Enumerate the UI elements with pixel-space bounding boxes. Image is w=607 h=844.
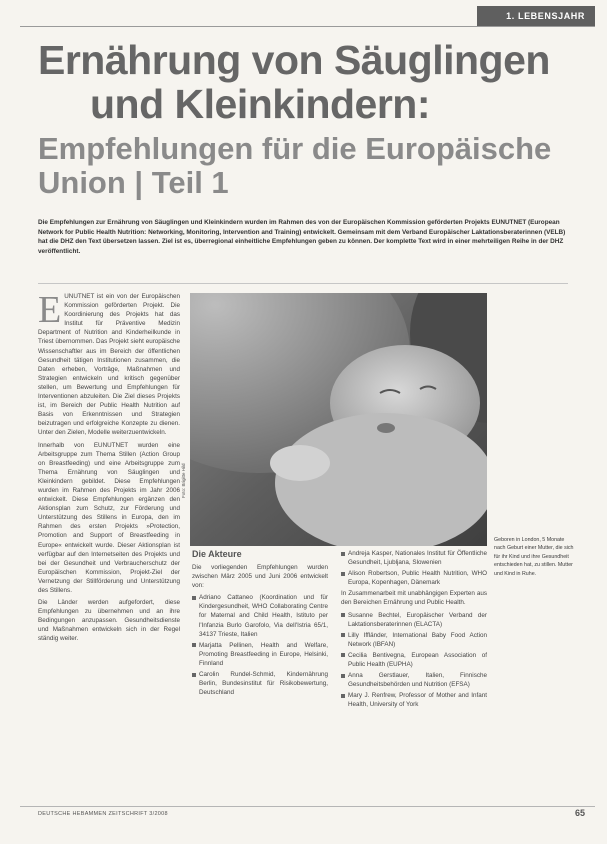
title-line-1: Ernährung von Säuglingen (38, 37, 550, 83)
footer-publication: DEUTSCHE HEBAMMEN ZEITSCHRIFT 3/2008 (38, 811, 168, 817)
body-paragraph-3: Die Länder werden aufgefordert, diese Empfehlungen zu übernehmen und an ihre Bedingungen anzupassen. Gesundheitsdienste und Maßnahmen entwickeln sich in der Regel ständig weiter. (38, 599, 180, 643)
akteure-column-2 (341, 549, 487, 801)
bullet-square-icon (341, 572, 345, 576)
bullet-square-icon (192, 673, 196, 677)
bullet-square-icon (341, 633, 345, 637)
footer-rule (20, 806, 595, 807)
list-item: Cecilia Bentivegna, European Association of Public Health (EUPHA) (341, 651, 487, 669)
newborn-photo (190, 293, 487, 546)
bullet-square-icon (341, 694, 345, 698)
sidebar-heading: Die Akteure (192, 549, 242, 559)
body-column-1 (38, 292, 180, 802)
header-rule (20, 26, 595, 27)
akteure-column-1 (192, 563, 328, 801)
list-item: Carolin Rundel-Schmid, Kindernährung Berlin, Bundesinstitut für Risikobewertung, Deutschland (192, 670, 328, 697)
article-subtitle: Empfehlungen für die Europäische Union | Teil 1 (38, 131, 552, 200)
akteure-intro: Die vorliegenden Empfehlungen wurden zwischen März 2005 und Juni 2006 entwickelt von: (192, 564, 328, 590)
lead-paragraph: Die Empfehlungen zur Ernährung von Säuglingen und Kleinkindern wurden im Rahmen des von der Europäischen Kommission geförderten Projekts EUNUTNET (European Network for Public Health Nutrition: Networking, Monitoring, Intervention and Training) entwickelt. Gemeinsam mit dem Verband Europäischer Laktationsberaterinnen (VELB) hat die DHZ den Text übersetzen lassen. Ziel ist es, überregional einheitliche Empfehlungen geben zu können. Der komplette Text wird in einer mehrteiligen Reihe in der DHZ veröffentlicht. (38, 219, 566, 255)
bullet-square-icon (341, 552, 345, 556)
bullet-square-icon (341, 613, 345, 617)
list-item: Mary J. Renfrew, Professor of Mother and Infant Health, University of York (341, 691, 487, 709)
bullet-square-icon (341, 653, 345, 657)
article-title (38, 38, 578, 126)
list-item: Andreja Kasper, Nationales Institut für Öffentliche Gesundheit, Ljubljana, Slowenien (341, 549, 487, 567)
list-item: Adriano Cattaneo (Koordination und für Kindergesundheit, WHO Collaborating Centre for Maternal and Child Health, Istituto per l'Infanzia Burlo Garofolo, Via dell'Istria 65/1, 34137 Trieste, Italien (192, 593, 328, 638)
page-number: 65 (574, 808, 585, 818)
section-label: 1. LEBENSJAHR (506, 11, 585, 21)
section-tab (477, 6, 595, 26)
list-item: Alison Robertson, Public Health Nutrition, WHO Europa, Kopenhagen, Dänemark (341, 569, 487, 587)
body-paragraph-1: UNUTNET ist ein von der Europäischen Kommission geförderten Projekt. Die Koordinierung des Projekts hat das Institut für Präventive Medizin Department of Nutrition and Kinderheilkunde in Triest übernommen. Das Projekt sieht europäische Wissenschaftler aus im Bereich der öffentlichen Gesundheit tätigen Institutionen zusammen, die Daten erheben, Vorträge, Maßnahmen und Strategien entwickeln und kritisch gegenüber stellen, um Bewertung und Empfehlungen für Interventionen abzuleiten. Die Ziel dieses Projekts ist, im Bereich der Public Health Nutrition auf Basis von Erkenntnissen und Strategien beizutragen und erfolgreiche Konzepte zu dienen. Unter den Zielen, Modelle weiterzuentwickeln. (38, 293, 180, 437)
list-item: Susanne Bechtel, Europäischer Verband der Laktationsberaterinnen (ELACTA) (341, 611, 487, 629)
bullet-square-icon (192, 596, 196, 600)
photo-credit: Foto: Brigitte Hild (181, 463, 186, 498)
list-item: Lilly Iffländer, International Baby Food Action Network (IBFAN) (341, 631, 487, 649)
photo-caption: Geboren in London, 5 Monate nach Geburt einer Mutter, die sich für ihr Kind und ihre Gesundheit entschieden hat, zu stillen. Mutter und Kind in Ruhe. (494, 537, 574, 577)
list-item: Marjatta Pellinen, Health and Welfare, Promoting Breastfeeding in Europe, Helsinki, Finnland (192, 641, 328, 668)
body-paragraph-2: Innerhalb von EUNUTNET wurden eine Arbeitsgruppe zum Thema Stillen (Action Group on Breastfeeding) und eine Arbeitsgruppe zum Thema Ernährung von Säuglingen und Kleinkindern gebildet. Diese Empfehlungen wurden im Rahmen des Projekts im Jahr 2006 entwickelt. Diese Empfehlungen ergänzen den Aktionsplan zum Schutz, zur Förderung und Unterstützung des Stillens in Europa, den im Rahmen des ersten Projekts »Protection, Promotion and Support of Breastfeeding in Europe« entwickelt wurde. Dieser Aktionsplan ist verfügbar auf den Internetseiten des Projekts und bei der Gesundheit und Verbraucherschutz der Europäischen Kommission, Projekt-Ziel der Vernetzung der Stillförderung und Unterstützung des Stillens. (38, 441, 180, 594)
bullet-square-icon (192, 643, 196, 647)
newborn-photo-illustration (190, 293, 487, 546)
list-item: Anna Gerstlauer, Italien, Finnische Gesundheitsbehörden und Nutrition (EFSA) (341, 671, 487, 689)
bullet-square-icon (341, 674, 345, 678)
drop-cap: E (38, 292, 62, 331)
lead-divider (38, 283, 568, 284)
title-line-2: und Kleinkindern: (90, 81, 430, 127)
akteure-middle-text: In Zusammenarbeit mit unabhängigen Experten aus den Bereichen Ernährung und Public Health. (341, 590, 487, 607)
